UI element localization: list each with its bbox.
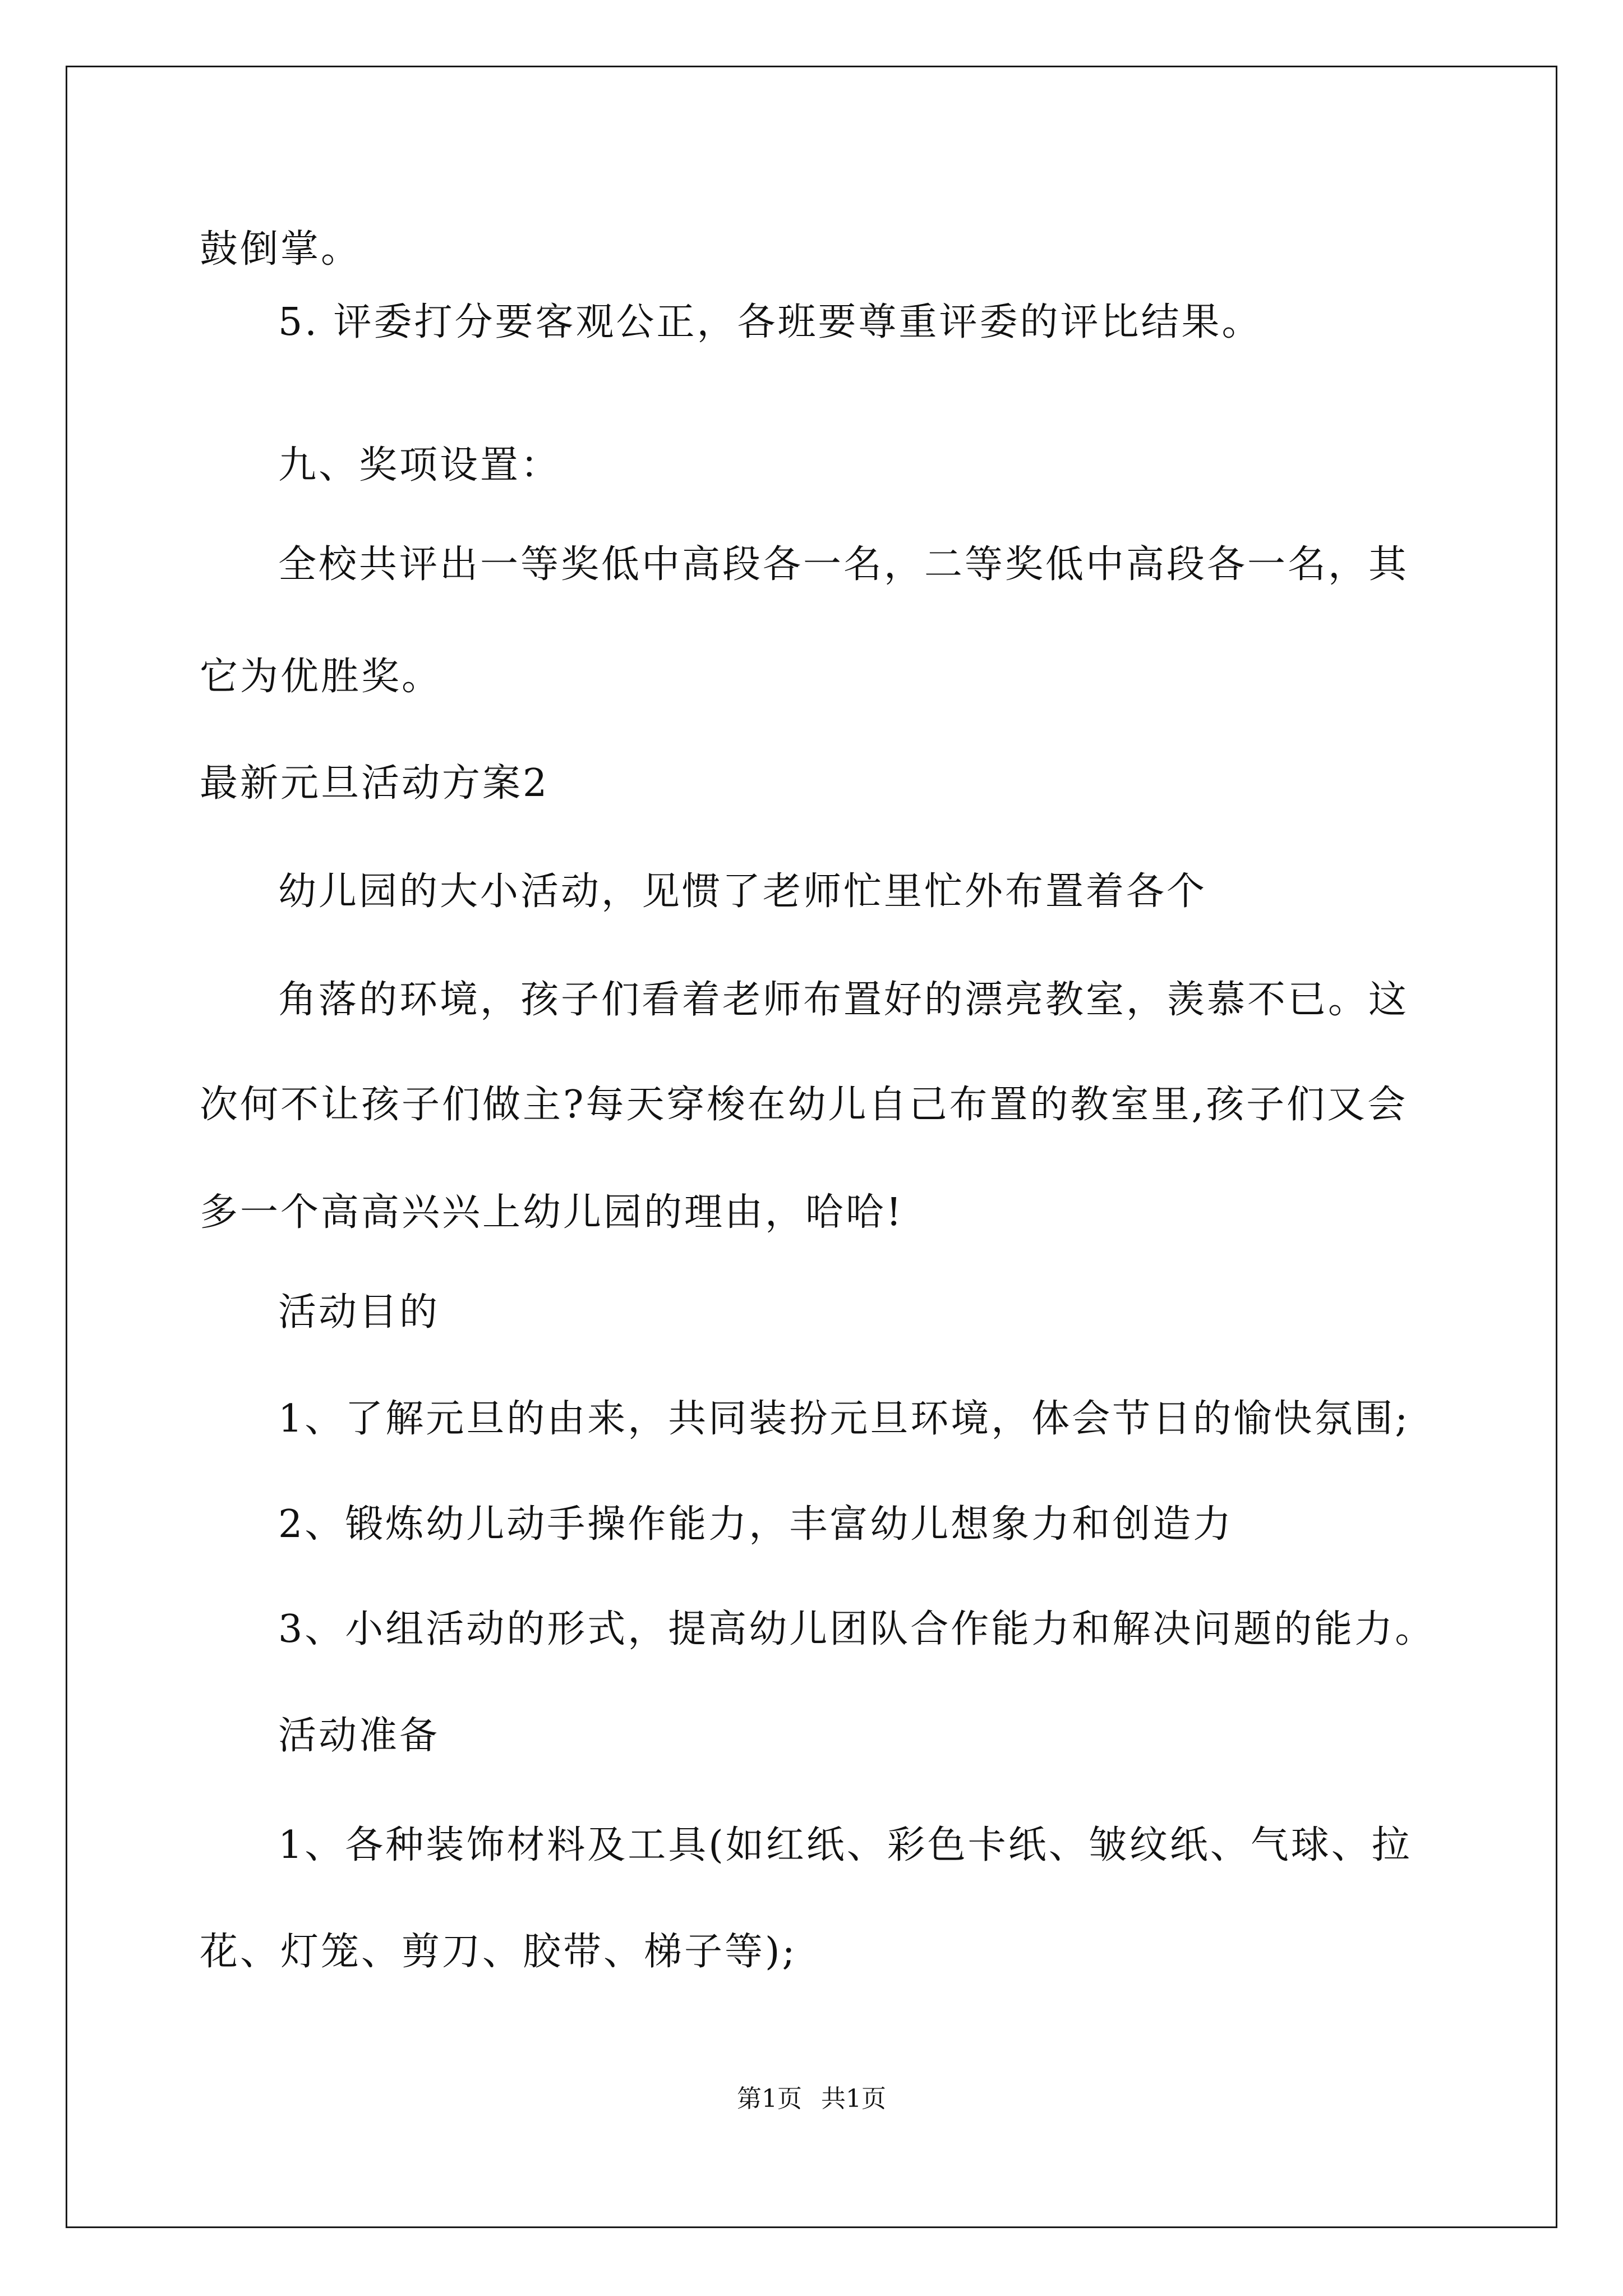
section-heading-awards: 九、奖项设置： [278, 443, 561, 487]
intro-paragraph-line-1: 幼儿园的大小活动，见惯了老师忙里忙外布置着各个 [278, 869, 1207, 914]
preparation-item-1-line-2: 花、灯笼、剪刀、胶带、梯子等); [200, 1930, 797, 1974]
rule-item-5: 5. 评委打分要客观公正，各班要尊重评委的评比结果。 [278, 300, 1262, 344]
section-heading-goals: 活动目的 [278, 1290, 440, 1335]
awards-paragraph-line-1: 全校共评出一等奖低中高段各一名，二等奖低中高段各一名，其 [278, 542, 1409, 587]
intro-paragraph-line-2: 角落的环境，孩子们看着老师布置好的漂亮教室，羡慕不已。这 [278, 978, 1409, 1022]
intro-paragraph-line-4: 多一个高高兴兴上幼儿园的理由，哈哈! [200, 1190, 904, 1235]
body-line-continuation: 鼓倒掌。 [200, 227, 362, 272]
plan-title: 最新元旦活动方案2 [200, 761, 550, 806]
preparation-item-1-line-1: 1、各种装饰材料及工具(如红纸、彩色卡纸、皱纹纸、气球、拉 [278, 1823, 1412, 1867]
goal-item-3: 3、小组活动的形式，提高幼儿团队合作能力和解决问题的能力。 [278, 1607, 1436, 1651]
goal-item-2: 2、锻炼幼儿动手操作能力，丰富幼儿想象力和创造力 [278, 1502, 1234, 1547]
section-heading-preparation: 活动准备 [278, 1714, 440, 1758]
awards-paragraph-line-2: 它为优胜奖。 [200, 655, 442, 699]
page-number: 第1页 [737, 2085, 802, 2113]
goal-item-1: 1、了解元旦的由来，共同装扮元旦环境，体会节日的愉快氛围; [278, 1397, 1410, 1441]
page-border [66, 66, 1557, 2228]
intro-paragraph-line-3: 次何不让孩子们做主?每天穿梭在幼儿自己布置的教室里,孩子们又会 [200, 1083, 1408, 1127]
page-footer [0, 2083, 1623, 2115]
page-total: 共1页 [821, 2085, 886, 2113]
